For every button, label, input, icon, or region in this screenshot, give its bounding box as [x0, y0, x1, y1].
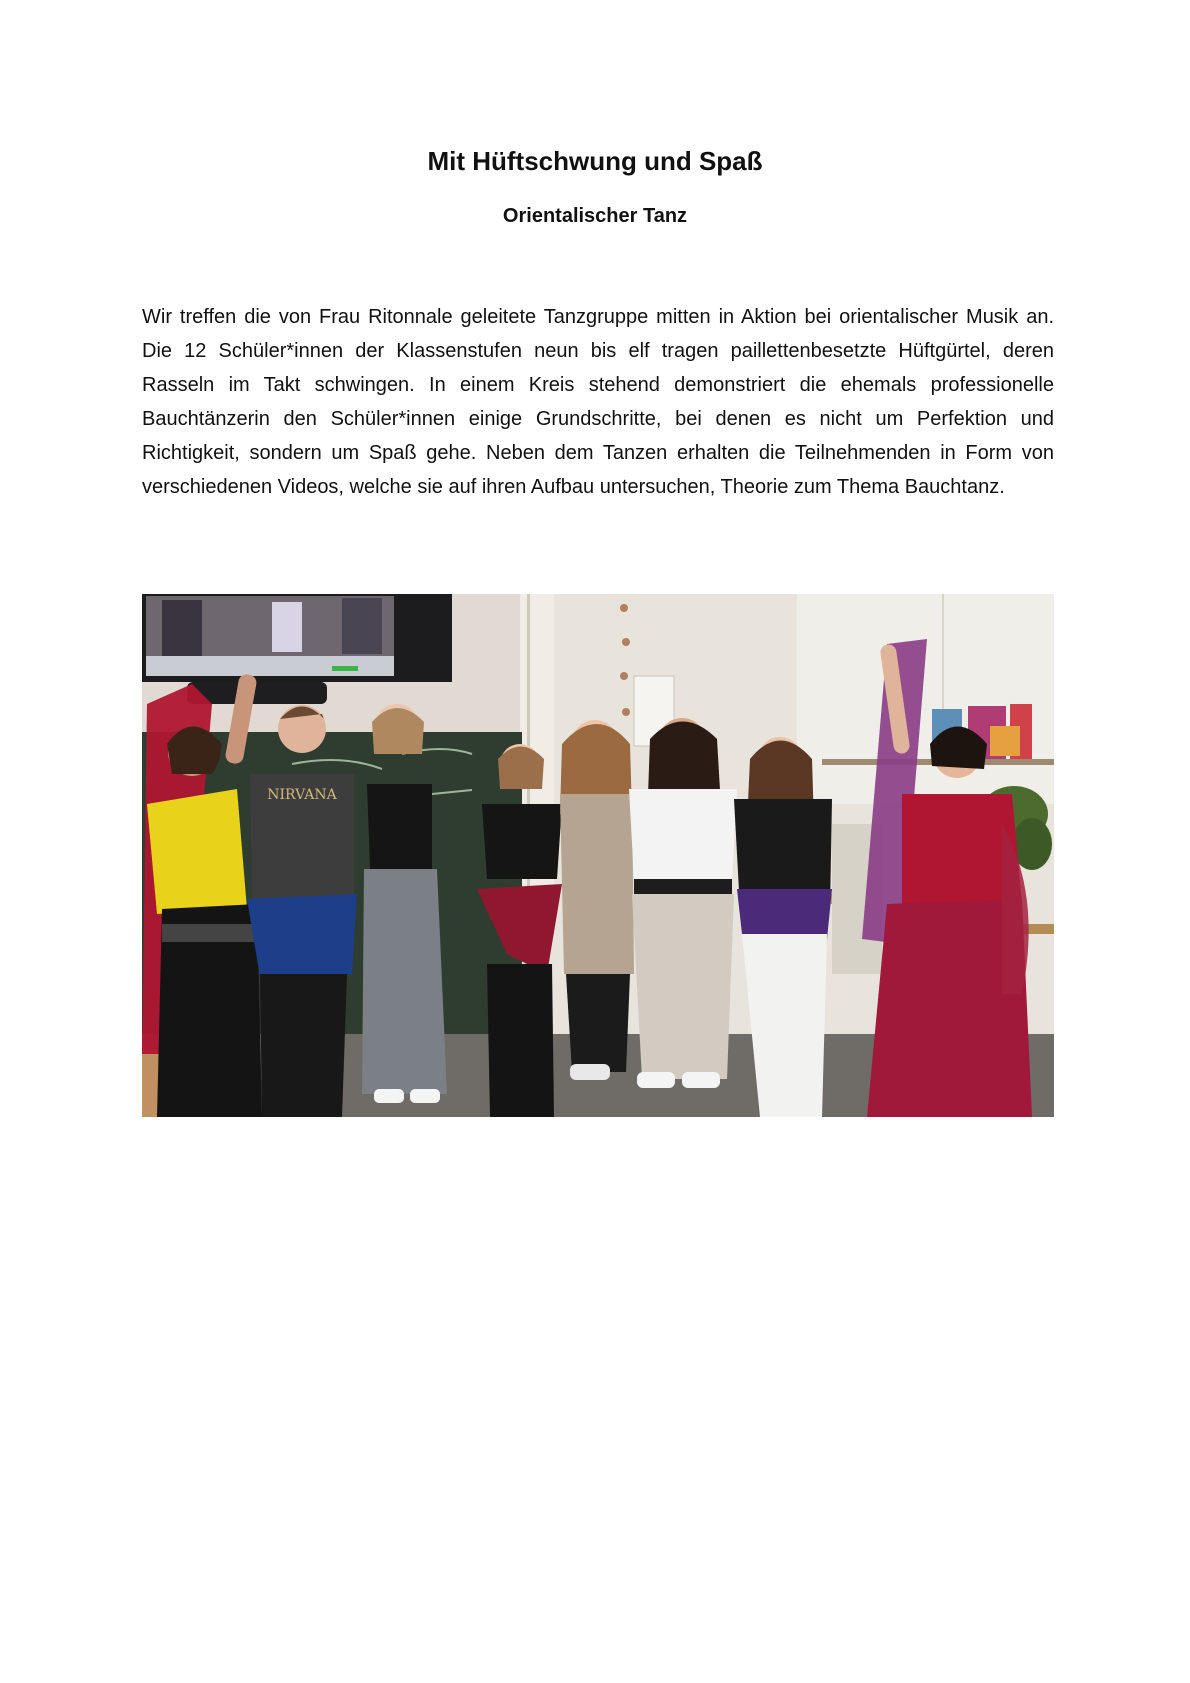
group-photo [142, 594, 1054, 1117]
photo-person-5 [560, 720, 634, 1080]
page-subtitle: Orientalischer Tanz [502, 205, 688, 227]
photo-nirvana-print: NIRVANA [267, 787, 337, 803]
article-paragraph: Wir treffen die von Frau Ritonnale geleitete Tanzgruppe mitten in Aktion bei orientalischer Musik an. Die 12 Schüler*innen der Klassenstufen neun bis elf tragen paillettenbesetzte Hüftgürtel, deren Rasseln im Takt schwingen. In einem Kreis stehend demonstriert die ehemals professionelle Bauchtänzerin den Schüler*innen einige Grundschritte, bei denen es nicht um Perfektion und Richtigkeit, sondern um Spaß gehe. Neben dem Tanzen erhalten die Teilnehmenden in Form von verschiedenen Videos, welche sie auf ihren Aufbau untersuchen, Theorie zum Thema Bauchtanz. [142, 306, 1054, 498]
photo-person-1 [142, 673, 262, 1117]
photo-window [797, 594, 1054, 804]
page-title: Mit Hüftschwung und Spaß [427, 146, 763, 176]
